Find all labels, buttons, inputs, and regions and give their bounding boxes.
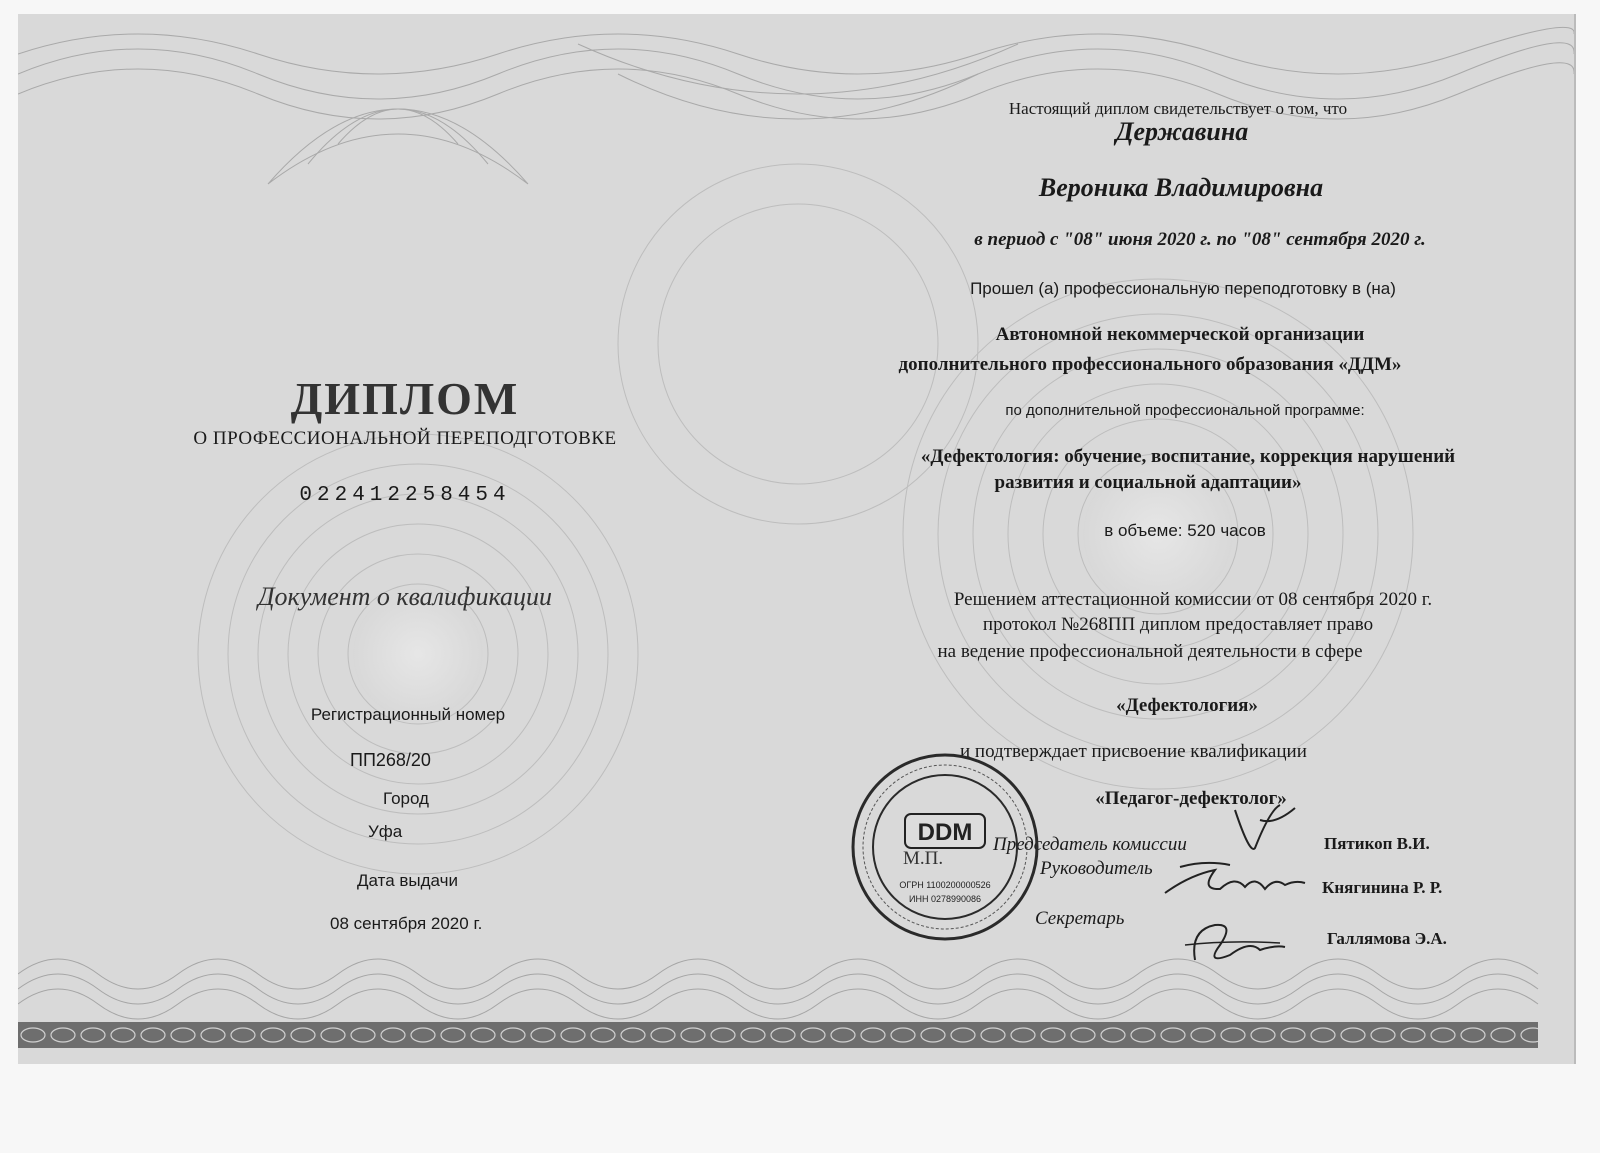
- chair-label: Председатель комиссии: [993, 834, 1187, 855]
- decision-line1: Решением аттестационной комиссии от 08 сентября 2020 г.: [953, 589, 1433, 610]
- organization-line1: Автономной некоммерческой организации: [995, 324, 1365, 345]
- stamp-inn: ИНН 0278990086: [908, 894, 982, 904]
- program-volume: в объеме: 520 часов: [1104, 521, 1266, 540]
- training-period: в период с "08" июня 2020 г. по "08" сентября 2020 г.: [974, 229, 1426, 250]
- registration-label: Регистрационный номер: [310, 705, 506, 724]
- decision-line3: на ведение профессиональной деятельности в сфере: [937, 641, 1363, 662]
- confirms-text: и подтверждает присвоение квалификации: [960, 741, 1307, 762]
- chair-signature: [1225, 800, 1305, 860]
- intro-text: Настоящий диплом свидетельствует о том, что: [1008, 99, 1348, 118]
- diploma-title: ДИПЛОМ: [290, 373, 520, 424]
- diploma-subtitle: О ПРОФЕССИОНАЛЬНОЙ ПЕРЕПОДГОТОВКЕ: [193, 428, 617, 449]
- program-label: по дополнительной профессиональной программе:: [1005, 402, 1365, 419]
- program-line1: «Дефектология: обучение, воспитание, коррекция нарушений: [920, 446, 1456, 467]
- bottom-ornament-band: [18, 1022, 1538, 1048]
- issue-date-label: Дата выдачи: [357, 871, 458, 890]
- qualification: «Педагог-дефектолог»: [1095, 788, 1287, 809]
- recipient-surname: Державина: [1115, 117, 1249, 146]
- organization-line2: дополнительного профессионального образования «ДДМ»: [898, 354, 1402, 375]
- stamp-ogrn: ОГРН 1100200000526: [899, 880, 991, 890]
- completed-text: Прошел (а) профессиональную переподготовку в (на): [970, 279, 1396, 298]
- head-name: Княгинина Р. Р.: [1322, 878, 1443, 897]
- document-kind: Документ о квалификации: [258, 582, 552, 611]
- mp-mark: М.П.: [903, 848, 944, 869]
- secretary-signature: [1180, 915, 1290, 970]
- serial-number: 022412258454: [299, 484, 511, 507]
- stamp-logo: DDM: [917, 819, 973, 846]
- diploma-sheet: [18, 14, 1576, 1064]
- chair-name: Пятикоп В.И.: [1324, 834, 1430, 853]
- issue-date-value: 08 сентября 2020 г.: [330, 914, 483, 933]
- head-label: Руководитель: [1040, 858, 1153, 879]
- city-value: Уфа: [368, 822, 403, 841]
- recipient-name: Вероника Владимировна: [1038, 173, 1324, 202]
- decision-line2: протокол №268ПП диплом предоставляет право: [982, 614, 1374, 635]
- guilloche-background: [18, 14, 1574, 1064]
- secretary-name: Галлямова Э.А.: [1327, 929, 1447, 948]
- secretary-label: Секретарь: [1035, 908, 1125, 929]
- registration-number: ПП268/20: [350, 750, 431, 770]
- program-line2: развития и социальной адаптации»: [994, 472, 1302, 493]
- sphere: «Дефектология»: [1116, 695, 1258, 716]
- organization-stamp: [850, 752, 1040, 942]
- city-label: Город: [383, 789, 429, 808]
- head-signature: [1160, 855, 1310, 905]
